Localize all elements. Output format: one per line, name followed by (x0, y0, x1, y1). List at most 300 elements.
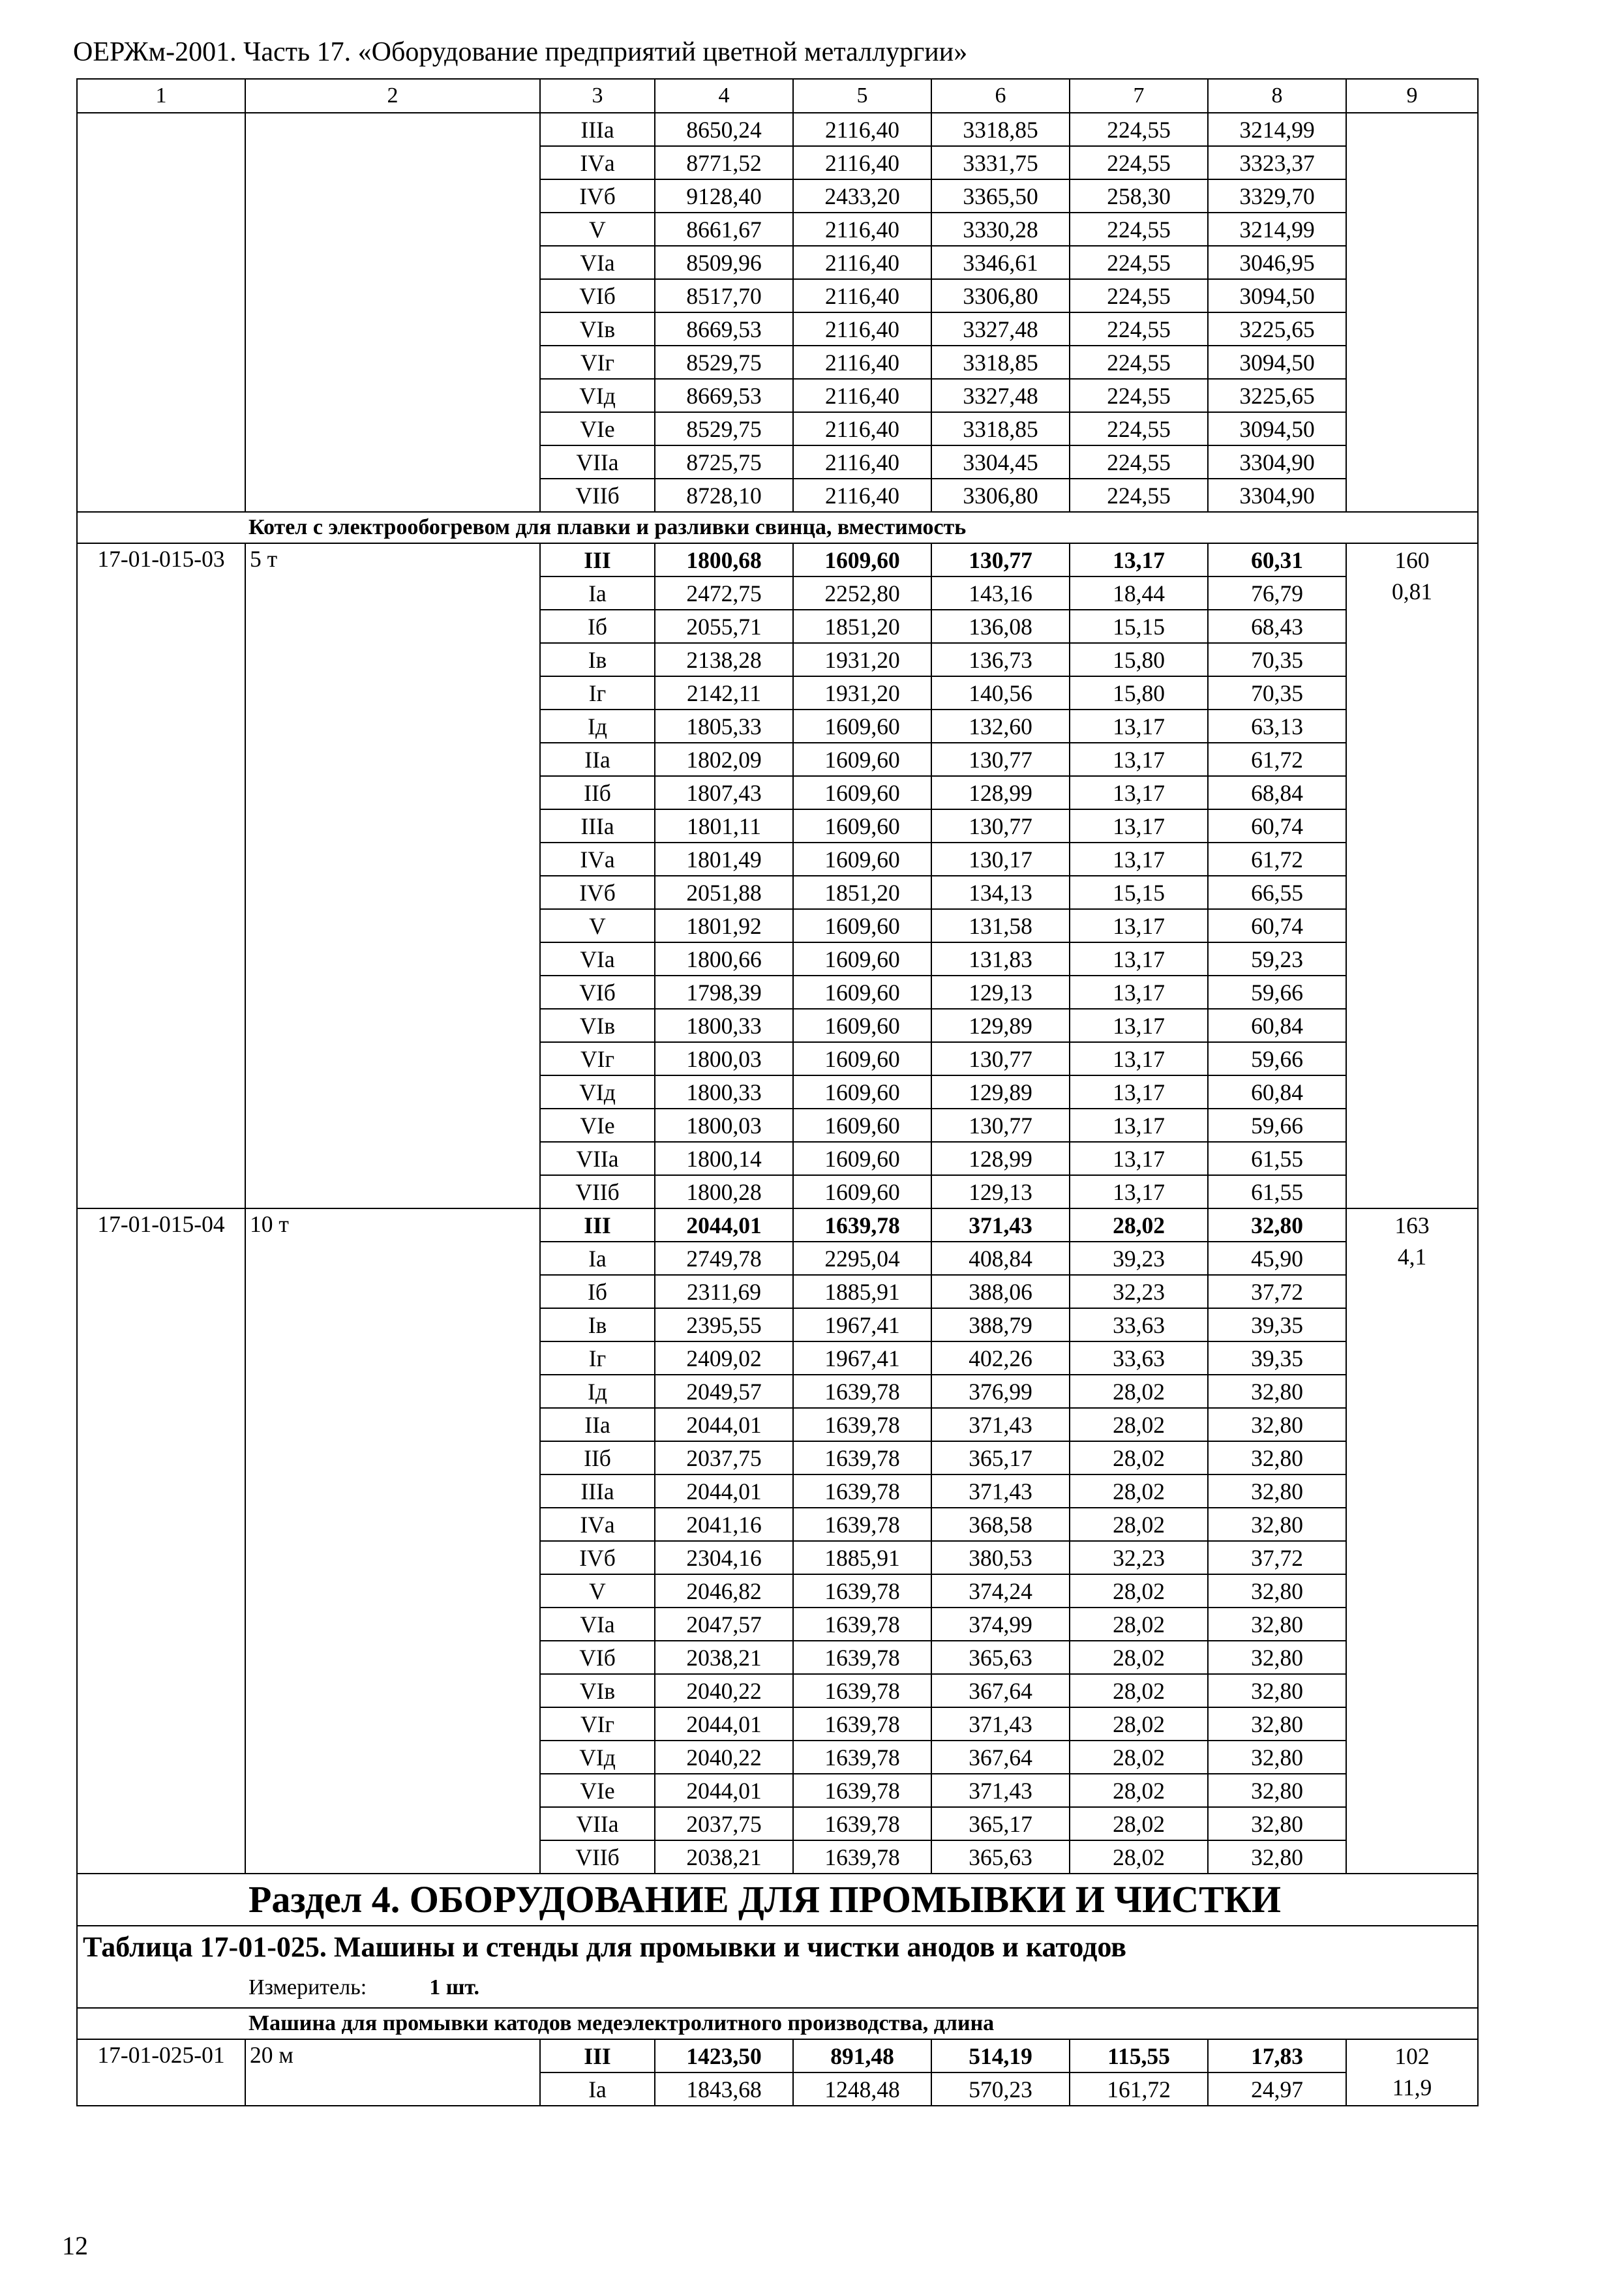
value-cell: 2044,01 (655, 1408, 793, 1441)
zone-cell: Iа (540, 1242, 655, 1275)
section-heading: Раздел 4. ОБОРУДОВАНИЕ ДЛЯ ПРОМЫВКИ И ЧИСТКИ (77, 1874, 1478, 1926)
value-cell: 2038,21 (655, 1840, 793, 1874)
value-cell: 2044,01 (655, 1474, 793, 1508)
value-cell: 28,02 (1070, 1441, 1208, 1474)
value-cell: 3306,80 (931, 279, 1070, 312)
value-cell: 1609,60 (793, 710, 931, 743)
value-cell: 1609,60 (793, 809, 931, 843)
value-cell: 1639,78 (793, 1840, 931, 1874)
value-cell: 13,17 (1070, 942, 1208, 976)
value-cell: 1885,91 (793, 1275, 931, 1308)
value-cell: 28,02 (1070, 1741, 1208, 1774)
value-cell: 1639,78 (793, 1707, 931, 1741)
value-cell: 8517,70 (655, 279, 793, 312)
value-cell: 13,17 (1070, 710, 1208, 743)
value-cell: 1851,20 (793, 610, 931, 643)
value-cell: 224,55 (1070, 246, 1208, 279)
value-cell: 2116,40 (793, 412, 931, 445)
value-cell: 66,55 (1208, 876, 1346, 909)
zone-cell: VIд (540, 1741, 655, 1774)
value-cell: 1800,68 (655, 543, 793, 576)
value-cell: 130,77 (931, 1042, 1070, 1075)
value-cell: 129,89 (931, 1009, 1070, 1042)
value-cell: 367,64 (931, 1741, 1070, 1774)
value-cell: 8661,67 (655, 213, 793, 246)
value-cell: 1639,78 (793, 1441, 931, 1474)
value-cell: 1807,43 (655, 776, 793, 809)
value-cell: 2142,11 (655, 676, 793, 710)
zone-cell: VIIа (540, 1142, 655, 1175)
value-cell: 130,77 (931, 1109, 1070, 1142)
value-cell: 32,80 (1208, 1408, 1346, 1441)
table-title-row (77, 1926, 1478, 1968)
value-cell: 1609,60 (793, 909, 931, 942)
zone-cell: VIд (540, 1075, 655, 1109)
value-cell: 2749,78 (655, 1242, 793, 1275)
value-cell: 130,17 (931, 843, 1070, 876)
value-cell: 13,17 (1070, 1042, 1208, 1075)
value-cell: 3323,37 (1208, 146, 1346, 179)
value-cell: 1609,60 (793, 543, 931, 576)
value-cell: 28,02 (1070, 1474, 1208, 1508)
value-cell: 1609,60 (793, 776, 931, 809)
value-cell: 2138,28 (655, 643, 793, 676)
value-cell: 2116,40 (793, 213, 931, 246)
zone-cell: VIб (540, 976, 655, 1009)
value-cell: 3094,50 (1208, 279, 1346, 312)
value-cell: 1609,60 (793, 1142, 931, 1175)
column-number: 6 (931, 79, 1070, 113)
value-cell: 143,16 (931, 576, 1070, 610)
value-cell: 28,02 (1070, 1774, 1208, 1807)
zone-cell: VIIб (540, 1840, 655, 1874)
zone-cell: VIIб (540, 479, 655, 512)
section-row (77, 2008, 1478, 2039)
zone-cell: VIIб (540, 1175, 655, 1208)
column-number-row (77, 79, 1478, 113)
value-cell: 3214,99 (1208, 213, 1346, 246)
zone-cell: VIг (540, 1707, 655, 1741)
value-cell: 13,17 (1070, 1009, 1208, 1042)
value-cell: 130,77 (931, 543, 1070, 576)
value-cell: 32,80 (1208, 1741, 1346, 1774)
value-cell: 1801,11 (655, 809, 793, 843)
value-cell: 3304,90 (1208, 445, 1346, 479)
value-cell: 28,02 (1070, 1508, 1208, 1541)
col9-cell: 11,9 (1346, 2072, 1478, 2106)
column-number: 5 (793, 79, 931, 113)
value-cell: 371,43 (931, 1208, 1070, 1242)
value-cell: 224,55 (1070, 146, 1208, 179)
value-cell: 28,02 (1070, 1674, 1208, 1707)
value-cell: 59,66 (1208, 1042, 1346, 1075)
value-cell: 15,80 (1070, 676, 1208, 710)
value-cell: 15,15 (1070, 610, 1208, 643)
value-cell: 224,55 (1070, 312, 1208, 346)
value-cell: 13,17 (1070, 976, 1208, 1009)
value-cell: 365,17 (931, 1807, 1070, 1840)
value-cell: 13,17 (1070, 1109, 1208, 1142)
value-cell: 1609,60 (793, 1175, 931, 1208)
col9-cell: 163 (1346, 1208, 1478, 1242)
value-cell: 28,02 (1070, 1707, 1208, 1741)
zone-cell: VIв (540, 1009, 655, 1042)
measurer-cell (77, 1968, 1478, 2008)
value-cell: 1639,78 (793, 1608, 931, 1641)
value-cell: 2409,02 (655, 1341, 793, 1375)
zone-cell: Iг (540, 676, 655, 710)
col9-cell (1346, 113, 1478, 512)
value-cell: 8728,10 (655, 479, 793, 512)
value-cell: 161,72 (1070, 2072, 1208, 2106)
value-cell: 115,55 (1070, 2039, 1208, 2072)
value-cell: 371,43 (931, 1408, 1070, 1441)
zone-cell: V (540, 909, 655, 942)
value-cell: 1885,91 (793, 1541, 931, 1574)
code-cell: 17-01-015-03 (77, 543, 245, 1208)
value-cell: 2116,40 (793, 479, 931, 512)
value-cell: 2295,04 (793, 1242, 931, 1275)
value-cell: 63,13 (1208, 710, 1346, 743)
value-cell: 365,17 (931, 1441, 1070, 1474)
zone-cell: VIе (540, 412, 655, 445)
zone-cell: VIб (540, 279, 655, 312)
value-cell: 18,44 (1070, 576, 1208, 610)
value-cell: 2055,71 (655, 610, 793, 643)
zone-cell: IVа (540, 1508, 655, 1541)
value-cell: 76,79 (1208, 576, 1346, 610)
value-cell: 2051,88 (655, 876, 793, 909)
value-cell: 224,55 (1070, 412, 1208, 445)
value-cell: 3327,48 (931, 379, 1070, 412)
value-cell: 1609,60 (793, 942, 931, 976)
section-title: Котел с электрообогревом для плавки и разливки свинца, вместимость (77, 512, 1478, 543)
zone-cell: IVа (540, 146, 655, 179)
value-cell: 59,66 (1208, 976, 1346, 1009)
zone-cell: VIе (540, 1109, 655, 1142)
value-cell: 13,17 (1070, 909, 1208, 942)
value-cell: 13,17 (1070, 1075, 1208, 1109)
value-cell: 2252,80 (793, 576, 931, 610)
value-cell: 32,80 (1208, 1441, 1346, 1474)
value-cell: 60,74 (1208, 909, 1346, 942)
value-cell: 1800,03 (655, 1042, 793, 1075)
value-cell: 8529,75 (655, 346, 793, 379)
value-cell: 1609,60 (793, 1009, 931, 1042)
value-cell: 70,35 (1208, 643, 1346, 676)
value-cell: 368,58 (931, 1508, 1070, 1541)
col9-cell: 102 (1346, 2039, 1478, 2072)
value-cell: 37,72 (1208, 1275, 1346, 1308)
zone-cell: Iа (540, 2072, 655, 2106)
zone-cell: Iа (540, 576, 655, 610)
value-cell: 136,73 (931, 643, 1070, 676)
value-cell: 32,80 (1208, 1641, 1346, 1674)
value-cell: 2395,55 (655, 1308, 793, 1341)
column-number: 4 (655, 79, 793, 113)
value-cell: 2116,40 (793, 312, 931, 346)
value-cell: 2041,16 (655, 1508, 793, 1541)
value-cell: 1805,33 (655, 710, 793, 743)
value-cell: 9128,40 (655, 179, 793, 213)
value-cell: 1639,78 (793, 1674, 931, 1707)
zone-cell: Iв (540, 1308, 655, 1341)
value-cell: 1801,92 (655, 909, 793, 942)
zone-cell: VIг (540, 346, 655, 379)
column-number: 8 (1208, 79, 1346, 113)
value-cell: 1639,78 (793, 1508, 931, 1541)
value-cell: 32,80 (1208, 1840, 1346, 1874)
value-cell: 3331,75 (931, 146, 1070, 179)
value-cell: 380,53 (931, 1541, 1070, 1574)
value-cell: 129,13 (931, 976, 1070, 1009)
table-title: Таблица 17-01-025. Машины и стенды для промывки и чистки анодов и катодов (77, 1926, 1478, 1968)
value-cell: 28,02 (1070, 1840, 1208, 1874)
value-cell: 60,84 (1208, 1075, 1346, 1109)
value-cell: 3214,99 (1208, 113, 1346, 146)
value-cell: 388,06 (931, 1275, 1070, 1308)
value-cell: 8669,53 (655, 379, 793, 412)
value-cell: 129,89 (931, 1075, 1070, 1109)
value-cell: 8529,75 (655, 412, 793, 445)
zone-cell: III (540, 1208, 655, 1242)
value-cell: 224,55 (1070, 379, 1208, 412)
value-cell: 2037,75 (655, 1807, 793, 1840)
zone-cell: VIб (540, 1641, 655, 1674)
value-cell: 2311,69 (655, 1275, 793, 1308)
value-cell: 1609,60 (793, 1075, 931, 1109)
value-cell: 13,17 (1070, 776, 1208, 809)
value-cell: 376,99 (931, 1375, 1070, 1408)
value-cell: 2433,20 (793, 179, 931, 213)
name-cell: 10 т (245, 1208, 540, 1874)
value-cell: 28,02 (1070, 1208, 1208, 1242)
value-cell: 32,80 (1208, 1474, 1346, 1508)
value-cell: 13,17 (1070, 743, 1208, 776)
value-cell: 371,43 (931, 1707, 1070, 1741)
value-cell: 61,55 (1208, 1142, 1346, 1175)
value-cell: 891,48 (793, 2039, 931, 2072)
value-cell: 2116,40 (793, 146, 931, 179)
value-cell: 60,74 (1208, 809, 1346, 843)
value-cell: 570,23 (931, 2072, 1070, 2106)
value-cell: 1802,09 (655, 743, 793, 776)
value-cell: 365,63 (931, 1840, 1070, 1874)
value-cell: 1609,60 (793, 976, 931, 1009)
value-cell: 61,72 (1208, 743, 1346, 776)
zone-cell: IIIа (540, 1474, 655, 1508)
value-cell: 17,83 (1208, 2039, 1346, 2072)
value-cell: 514,19 (931, 2039, 1070, 2072)
value-cell: 39,23 (1070, 1242, 1208, 1275)
zone-cell: Iв (540, 643, 655, 676)
zone-cell: IVб (540, 1541, 655, 1574)
value-cell: 1843,68 (655, 2072, 793, 2106)
value-cell: 1931,20 (793, 676, 931, 710)
column-number: 1 (77, 79, 245, 113)
value-cell: 61,72 (1208, 843, 1346, 876)
value-cell: 2040,22 (655, 1674, 793, 1707)
value-cell: 1798,39 (655, 976, 793, 1009)
value-cell: 60,84 (1208, 1009, 1346, 1042)
value-cell: 33,63 (1070, 1341, 1208, 1375)
price-table (76, 78, 1479, 2106)
value-cell: 39,35 (1208, 1341, 1346, 1375)
value-cell: 374,99 (931, 1608, 1070, 1641)
value-cell: 28,02 (1070, 1641, 1208, 1674)
value-cell: 32,80 (1208, 1674, 1346, 1707)
column-number: 9 (1346, 79, 1478, 113)
value-cell: 2116,40 (793, 246, 931, 279)
zone-cell: VIIа (540, 1807, 655, 1840)
value-cell: 365,63 (931, 1641, 1070, 1674)
name-cell (245, 113, 540, 512)
value-cell: 68,43 (1208, 610, 1346, 643)
value-cell: 224,55 (1070, 445, 1208, 479)
measurer-row (77, 1968, 1478, 2008)
value-cell: 13,17 (1070, 809, 1208, 843)
value-cell: 134,13 (931, 876, 1070, 909)
value-cell: 2044,01 (655, 1208, 793, 1242)
zone-cell: Iд (540, 1375, 655, 1408)
zone-cell: VIIа (540, 445, 655, 479)
value-cell: 1851,20 (793, 876, 931, 909)
value-cell: 3225,65 (1208, 379, 1346, 412)
value-cell: 28,02 (1070, 1574, 1208, 1608)
value-cell: 258,30 (1070, 179, 1208, 213)
value-cell: 2040,22 (655, 1741, 793, 1774)
zone-cell: VIв (540, 1674, 655, 1707)
zone-cell: IVб (540, 876, 655, 909)
value-cell: 2046,82 (655, 1574, 793, 1608)
zone-cell: VIд (540, 379, 655, 412)
zone-cell: III (540, 543, 655, 576)
value-cell: 130,77 (931, 743, 1070, 776)
value-cell: 224,55 (1070, 113, 1208, 146)
value-cell: 132,60 (931, 710, 1070, 743)
value-cell: 2472,75 (655, 576, 793, 610)
value-cell: 45,90 (1208, 1242, 1346, 1275)
zone-cell: V (540, 213, 655, 246)
value-cell: 1800,33 (655, 1009, 793, 1042)
value-cell: 402,26 (931, 1341, 1070, 1375)
value-cell: 2044,01 (655, 1774, 793, 1807)
zone-cell: VIв (540, 312, 655, 346)
column-number: 7 (1070, 79, 1208, 113)
value-cell: 32,80 (1208, 1707, 1346, 1741)
col9-cell: 160 (1346, 543, 1478, 576)
value-cell: 224,55 (1070, 279, 1208, 312)
zone-cell: Iд (540, 710, 655, 743)
value-cell: 3304,90 (1208, 479, 1346, 512)
value-cell: 28,02 (1070, 1807, 1208, 1840)
name-cell: 20 м (245, 2039, 540, 2106)
code-cell (77, 113, 245, 512)
value-cell: 8669,53 (655, 312, 793, 346)
value-cell: 1639,78 (793, 1375, 931, 1408)
value-cell: 3318,85 (931, 346, 1070, 379)
value-cell: 1609,60 (793, 1042, 931, 1075)
value-cell: 2049,57 (655, 1375, 793, 1408)
value-cell: 388,79 (931, 1308, 1070, 1341)
zone-cell: Iг (540, 1341, 655, 1375)
zone-cell: IIа (540, 743, 655, 776)
zone-cell: VIе (540, 1774, 655, 1807)
value-cell: 3304,45 (931, 445, 1070, 479)
col9-cell: 4,1 (1346, 1242, 1478, 1874)
value-cell: 68,84 (1208, 776, 1346, 809)
value-cell: 3365,50 (931, 179, 1070, 213)
value-cell: 136,08 (931, 610, 1070, 643)
value-cell: 131,83 (931, 942, 1070, 976)
value-cell: 3094,50 (1208, 346, 1346, 379)
value-cell: 60,31 (1208, 543, 1346, 576)
zone-cell: VIа (540, 1608, 655, 1641)
value-cell: 224,55 (1070, 213, 1208, 246)
value-cell: 13,17 (1070, 1175, 1208, 1208)
value-cell: 1609,60 (793, 843, 931, 876)
value-cell: 131,58 (931, 909, 1070, 942)
zone-cell: III (540, 2039, 655, 2072)
value-cell: 1800,66 (655, 942, 793, 976)
section-row (77, 512, 1478, 543)
value-cell: 8725,75 (655, 445, 793, 479)
value-cell: 13,17 (1070, 1142, 1208, 1175)
value-cell: 1639,78 (793, 1208, 931, 1242)
value-cell: 1801,49 (655, 843, 793, 876)
value-cell: 1639,78 (793, 1774, 931, 1807)
value-cell: 1609,60 (793, 743, 931, 776)
value-cell: 1639,78 (793, 1641, 931, 1674)
page-header: ОЕРЖм-2001. Часть 17. «Оборудование предприятий цветной металлургии» (73, 37, 968, 67)
value-cell: 8771,52 (655, 146, 793, 179)
value-cell: 15,80 (1070, 643, 1208, 676)
table-row (77, 113, 1478, 146)
value-cell: 224,55 (1070, 479, 1208, 512)
col9-cell: 0,81 (1346, 576, 1478, 1208)
value-cell: 59,66 (1208, 1109, 1346, 1142)
value-cell: 3225,65 (1208, 312, 1346, 346)
value-cell: 371,43 (931, 1774, 1070, 1807)
measurer-label: Измеритель: (248, 1975, 367, 1999)
value-cell: 8509,96 (655, 246, 793, 279)
value-cell: 1639,78 (793, 1574, 931, 1608)
value-cell: 129,13 (931, 1175, 1070, 1208)
value-cell: 224,55 (1070, 346, 1208, 379)
zone-cell: IIб (540, 1441, 655, 1474)
value-cell: 28,02 (1070, 1375, 1208, 1408)
table-row (77, 1208, 1478, 1242)
zone-cell: IIIа (540, 809, 655, 843)
zone-cell: Iб (540, 1275, 655, 1308)
zone-cell: VIг (540, 1042, 655, 1075)
value-cell: 3327,48 (931, 312, 1070, 346)
value-cell: 70,35 (1208, 676, 1346, 710)
value-cell: 1639,78 (793, 1474, 931, 1508)
value-cell: 32,80 (1208, 1807, 1346, 1840)
value-cell: 1609,60 (793, 1109, 931, 1142)
value-cell: 2116,40 (793, 346, 931, 379)
zone-cell: VIа (540, 942, 655, 976)
value-cell: 13,17 (1070, 543, 1208, 576)
code-cell: 17-01-015-04 (77, 1208, 245, 1874)
value-cell: 28,02 (1070, 1408, 1208, 1441)
value-cell: 3306,80 (931, 479, 1070, 512)
value-cell: 2044,01 (655, 1707, 793, 1741)
column-number: 3 (540, 79, 655, 113)
value-cell: 37,72 (1208, 1541, 1346, 1574)
value-cell: 1800,33 (655, 1075, 793, 1109)
